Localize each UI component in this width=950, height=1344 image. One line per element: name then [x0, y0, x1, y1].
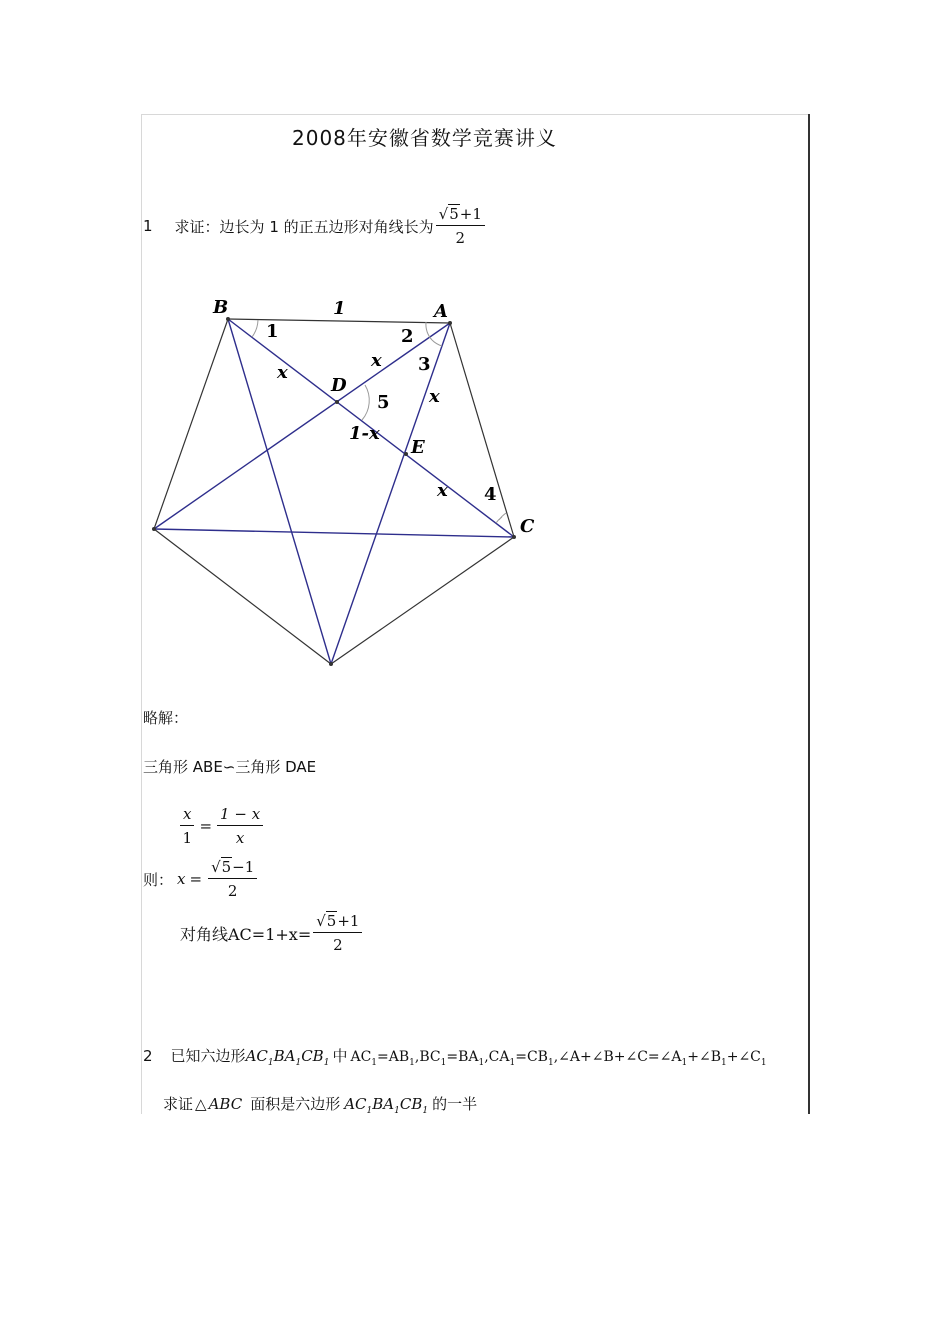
similar-triangles-statement: 三角形 ABE∽三角形 DAE: [143, 758, 317, 776]
angle-label-1: 1: [266, 321, 279, 342]
problem-1-number: 1: [143, 217, 153, 235]
angle-label-4: 4: [484, 484, 497, 505]
page-title: 2008年安徽省数学竞赛讲义: [292, 126, 557, 150]
segment-label-bd: x: [277, 362, 288, 383]
equation-proportion: $\frac{x}{1}$ = $\frac{1 - x}{x}$: [178, 805, 265, 847]
point-label-e: E: [411, 437, 425, 458]
side-label-ab: 1: [333, 298, 346, 319]
equation-x-value: 则： x = $\frac{√5-1}{2}$: [143, 858, 259, 900]
frame-right-border: [808, 114, 810, 1114]
segment-label-ec: x: [437, 480, 448, 501]
vertex-label-c: C: [520, 516, 535, 537]
problem-2-number: 2: [143, 1047, 153, 1065]
problem-1-statement: 求证：边长为 1 的正五边形对角线长为: [174, 217, 434, 236]
point-label-d: D: [331, 375, 347, 396]
segment-label-de: 1-x: [349, 423, 380, 444]
segment-label-ae: x: [429, 386, 440, 407]
angle-label-5: 5: [377, 392, 390, 413]
vertex-label-b: B: [213, 297, 229, 318]
vertex-points: [152, 317, 516, 666]
angle-label-2: 2: [401, 326, 414, 347]
segment-label-da: x: [371, 350, 382, 371]
solution-heading: 略解：: [143, 709, 189, 727]
problem-2-prove: 求证 △ ABC 面积是六边形 $AC_1BA_1CB_1$ 的一半: [163, 1095, 478, 1116]
equation-diagonal: 对角线AC=1+x= $\frac{√5+1}{2}$: [180, 912, 364, 954]
diagonal-length-fraction: $\frac{√5+1}{2}$: [436, 205, 485, 247]
problem-1: [143, 200, 487, 252]
pentagon-figure: [140, 290, 560, 680]
problem-2-given: 2 已知六边形 $AC_1BA_1CB_1$ 中 $AC_1=AB_1,BC_1=BA_1,CA_1=CB_1,\angle A+\angle B+\angle C=\angle A_1+\angle B_1+\angle C_1$: [143, 1047, 767, 1068]
angle-label-3: 3: [418, 354, 431, 375]
pentagon-diagonals: [154, 319, 514, 664]
vertex-label-a: A: [434, 301, 448, 322]
frame-top-border: [141, 114, 809, 115]
